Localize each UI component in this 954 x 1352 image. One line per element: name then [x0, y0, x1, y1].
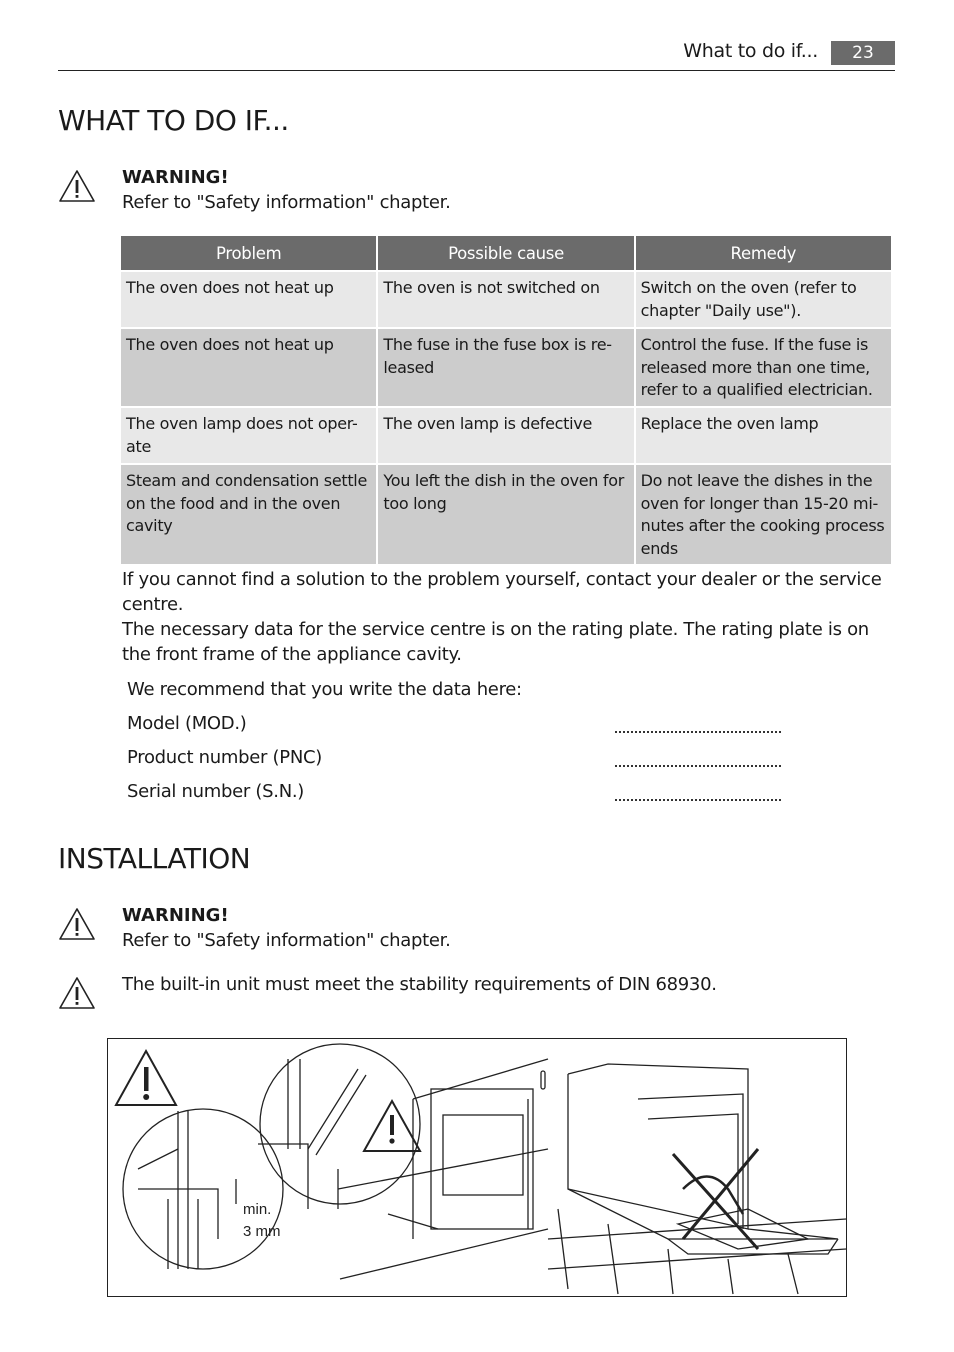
cell-cause: The fuse in the fuse box is re-leased — [378, 329, 633, 406]
recommend-text: We recommend that you write the data here: — [127, 679, 522, 700]
cell-problem: The oven does not heat up — [121, 272, 376, 327]
cell-remedy: Switch on the oven (refer to chapter "Daily use"). — [636, 272, 891, 327]
warning-title: WARNING! — [122, 167, 229, 188]
cell-problem: Steam and condensation settle on the food and in the oven cavity — [121, 465, 376, 564]
field-label-serial: Serial number (S.N.) — [127, 781, 305, 802]
table-row — [121, 329, 891, 406]
cell-cause: The oven is not switched on — [378, 272, 633, 327]
column-header-remedy: Remedy — [636, 236, 891, 270]
table-row — [121, 465, 891, 564]
column-header-problem: Problem — [121, 236, 376, 270]
field-blank-pnc — [615, 765, 781, 767]
column-header-cause: Possible cause — [378, 236, 633, 270]
warning-icon — [58, 907, 96, 941]
stability-note: The built-in unit must meet the stability requirements of DIN 68930. — [122, 974, 717, 995]
section-title-installation: INSTALLATION — [58, 842, 251, 875]
installation-illustration — [108, 1039, 846, 1296]
table-header-row — [121, 236, 891, 270]
cell-cause: You left the dish in the oven for too long — [378, 465, 633, 564]
header-divider — [58, 70, 895, 71]
table-row — [121, 408, 891, 463]
warning-text: Refer to "Safety information" chapter. — [122, 192, 451, 213]
field-blank-model — [615, 731, 781, 733]
field-label-model: Model (MOD.) — [127, 713, 247, 734]
installation-figure — [107, 1038, 847, 1297]
field-label-pnc: Product number (PNC) — [127, 747, 322, 768]
running-header: What to do if... — [683, 40, 818, 62]
cell-remedy: Do not leave the dishes in the oven for longer than 15-20 mi-nutes after the cooking process ends — [636, 465, 891, 564]
cell-remedy: Replace the oven lamp — [636, 408, 891, 463]
warning-text: Refer to "Safety information" chapter. — [122, 930, 451, 951]
cell-problem: The oven does not heat up — [121, 329, 376, 406]
service-paragraph-1: If you cannot find a solution to the problem yourself, contact your dealer or the service centre. — [122, 569, 882, 615]
troubleshooting-table — [119, 234, 893, 566]
warning-title: WARNING! — [122, 905, 229, 926]
warning-icon — [58, 976, 96, 1010]
page-number: 23 — [831, 41, 895, 65]
cell-remedy: Control the fuse. If the fuse is released more than one time, refer to a qualified electrician. — [636, 329, 891, 406]
figure-label-min: min. — [243, 1201, 272, 1218]
table-row — [121, 272, 891, 327]
figure-label-3mm: 3 mm — [243, 1223, 281, 1240]
cell-problem: The oven lamp does not oper-ate — [121, 408, 376, 463]
service-paragraph-2: The necessary data for the service centre is on the rating plate. The rating plate is on the front frame of the appliance cavity. — [122, 619, 869, 665]
field-blank-serial — [615, 799, 781, 801]
cell-cause: The oven lamp is defective — [378, 408, 633, 463]
warning-icon — [58, 169, 96, 203]
section-title-what-to-do: WHAT TO DO IF... — [58, 104, 289, 137]
